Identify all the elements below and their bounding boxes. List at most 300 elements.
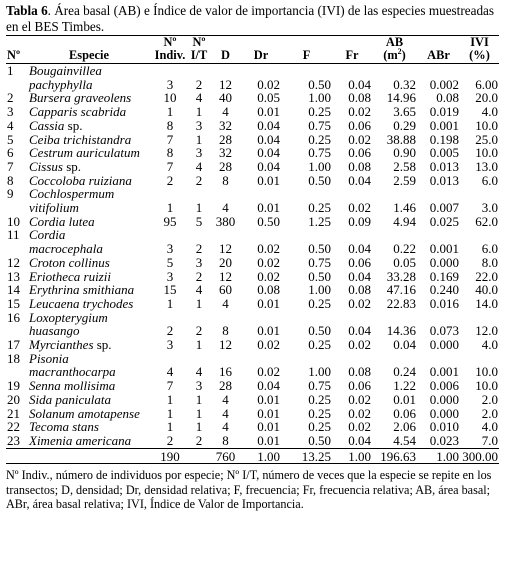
- cell-f: 0.75: [308, 254, 331, 270]
- row-number: 22: [7, 419, 20, 435]
- cell-indiv: 15: [163, 282, 177, 298]
- row-number: 20: [7, 391, 20, 407]
- table-row: [6, 283, 499, 297]
- cell-it: 1: [195, 419, 203, 435]
- cell-it: 1: [195, 337, 203, 353]
- cell-abr: 0.000: [429, 337, 459, 353]
- cell-f: 1.00: [308, 158, 331, 174]
- total-indiv: 190: [152, 448, 188, 464]
- species-name: [26, 133, 152, 147]
- cell-dr: 0.02: [257, 254, 280, 270]
- cell-ab: 2.58: [393, 158, 416, 174]
- cell-it: 2: [195, 241, 203, 257]
- cell-d: 4: [222, 104, 229, 120]
- col-header-dr: Dr: [241, 36, 281, 64]
- species-name: [26, 146, 152, 160]
- cell-dr: 0.01: [257, 172, 280, 188]
- cell-ab: 0.01: [393, 391, 416, 407]
- cell-dr: 0.04: [257, 131, 280, 147]
- cell-indiv: 3: [166, 337, 174, 353]
- table-row: [6, 146, 499, 160]
- cell-fr: 0.02: [348, 131, 371, 147]
- cell-indiv: 4: [166, 364, 174, 380]
- cell-it: 3: [195, 145, 203, 161]
- cell-it: 4: [195, 90, 203, 106]
- cell-d: 28: [219, 158, 232, 174]
- total-it: [188, 448, 210, 464]
- cell-f: 1.25: [308, 213, 331, 229]
- species-genus: Eriotheca ruizii: [29, 268, 111, 284]
- species-table: [6, 35, 499, 464]
- cell-abr: 0.010: [429, 419, 459, 435]
- col-header-f: F: [281, 36, 332, 64]
- cell-abr: 0.001: [429, 117, 459, 133]
- cell-d: 8: [222, 432, 229, 448]
- row-number: 5: [7, 131, 14, 147]
- species-genus: Loxopterygium: [29, 309, 108, 325]
- cell-fr: 0.04: [348, 323, 371, 339]
- cell-f: 0.75: [308, 145, 331, 161]
- cell-ivi: 10.0: [475, 145, 498, 161]
- col-header-fr: Fr: [332, 36, 372, 64]
- species-genus: Tecoma stans: [29, 419, 99, 435]
- cell-indiv: 2: [166, 432, 174, 448]
- cell-indiv: 1: [166, 405, 174, 421]
- row-number: 9: [7, 186, 14, 202]
- species-genus: Coccoloba ruiziana: [29, 172, 132, 188]
- total-f: 13.25: [281, 448, 332, 464]
- cell-ivi: 2.0: [481, 391, 498, 407]
- cell-f: 0.50: [308, 268, 331, 284]
- cell-d: 12: [219, 337, 232, 353]
- cell-it: 2: [195, 432, 203, 448]
- row-number: 16: [7, 309, 20, 325]
- species-genus: Solanum amotapense: [29, 405, 140, 421]
- cell-ab: 0.05: [393, 254, 416, 270]
- cell-f: 0.25: [308, 391, 331, 407]
- species-name: [26, 228, 152, 255]
- cell-abr: 0.000: [429, 391, 459, 407]
- species-genus: Myrcianthes: [29, 337, 94, 353]
- cell-dr: 0.04: [257, 145, 280, 161]
- table-row: [6, 270, 499, 284]
- cell-d: 28: [219, 131, 232, 147]
- species-name: [26, 434, 152, 448]
- cell-fr: 0.04: [348, 432, 371, 448]
- cell-f: 1.00: [308, 90, 331, 106]
- cell-d: 12: [219, 76, 232, 92]
- cell-dr: 0.02: [257, 337, 280, 353]
- species-genus: Sida paniculata: [29, 391, 111, 407]
- cell-dr: 0.02: [257, 364, 280, 380]
- cell-ivi: 10.0: [475, 117, 498, 133]
- species-name: [26, 64, 152, 92]
- cell-fr: 0.08: [348, 282, 371, 298]
- species-genus: Ximenia americana: [29, 432, 132, 448]
- cell-ivi: 22.0: [475, 268, 498, 284]
- row-number: 2: [7, 90, 14, 106]
- cell-dr: 0.01: [257, 295, 280, 311]
- cell-f: 0.50: [308, 432, 331, 448]
- cell-fr: 0.08: [348, 158, 371, 174]
- cell-d: 8: [222, 172, 229, 188]
- cell-abr: 0.007: [429, 200, 459, 216]
- row-number: 13: [7, 268, 20, 284]
- cell-it: 2: [195, 268, 203, 284]
- cell-f: 0.75: [308, 117, 331, 133]
- cell-ivi: 14.0: [475, 295, 498, 311]
- table-row: [6, 379, 499, 393]
- cell-ab: 38.88: [386, 131, 416, 147]
- species-name: [26, 187, 152, 214]
- species-name: [26, 105, 152, 119]
- row-number: 6: [7, 145, 14, 161]
- cell-d: 40: [219, 90, 232, 106]
- cell-ivi: 10.0: [475, 378, 498, 394]
- cell-indiv: 8: [166, 145, 174, 161]
- cell-ab: 0.90: [393, 145, 416, 161]
- species-genus: Croton collinus: [29, 254, 110, 270]
- species-genus: Bougainvillea: [29, 63, 102, 78]
- table-row: [6, 256, 499, 270]
- table-row: [6, 133, 499, 147]
- cell-indiv: 1: [166, 200, 174, 216]
- species-genus: Cestrum auriculatum: [29, 145, 140, 161]
- cell-fr: 0.08: [348, 364, 371, 380]
- cell-d: 380: [215, 213, 236, 229]
- cell-dr: 0.01: [257, 200, 280, 216]
- row-number: 18: [7, 350, 20, 366]
- cell-ab: 3.65: [393, 104, 416, 120]
- cell-f: 0.50: [308, 172, 331, 188]
- cell-fr: 0.06: [348, 254, 371, 270]
- total-d: 760: [210, 448, 241, 464]
- cell-abr: 0.198: [429, 131, 459, 147]
- cell-dr: 0.01: [257, 405, 280, 421]
- row-number: 1: [7, 63, 14, 78]
- cell-dr: 0.50: [257, 213, 280, 229]
- cell-d: 20: [219, 254, 232, 270]
- row-number: 8: [7, 172, 14, 188]
- species-genus: Senna mollisima: [29, 378, 116, 394]
- cell-abr: 0.073: [429, 323, 459, 339]
- cell-ivi: 4.0: [481, 104, 498, 120]
- species-epithet: macranthocarpa: [29, 364, 116, 380]
- cell-ivi: 3.0: [481, 200, 498, 216]
- table-header-row: [6, 36, 499, 64]
- cell-f: 0.75: [308, 378, 331, 394]
- cell-fr: 0.02: [348, 104, 371, 120]
- cell-indiv: 1: [166, 391, 174, 407]
- cell-abr: 0.013: [429, 158, 459, 174]
- row-number: 7: [7, 158, 14, 174]
- cell-ivi: 4.0: [481, 337, 498, 353]
- cell-f: 1.00: [308, 282, 331, 298]
- cell-fr: 0.06: [348, 378, 371, 394]
- cell-f: 0.25: [308, 295, 331, 311]
- cell-fr: 0.06: [348, 117, 371, 133]
- species-name: [26, 379, 152, 393]
- cell-it: 3: [195, 117, 203, 133]
- species-name: [26, 160, 152, 174]
- species-genus: Bursera graveolens: [29, 90, 132, 106]
- cell-f: 0.25: [308, 419, 331, 435]
- cell-fr: 0.04: [348, 268, 371, 284]
- cell-dr: 0.01: [257, 391, 280, 407]
- cell-abr: 0.240: [429, 282, 459, 298]
- table-row: [6, 64, 499, 92]
- cell-abr: 0.005: [429, 145, 459, 161]
- cell-d: 60: [219, 282, 232, 298]
- row-number: 4: [7, 117, 14, 133]
- row-number: 23: [7, 432, 20, 448]
- cell-d: 32: [219, 145, 232, 161]
- cell-f: 0.25: [308, 200, 331, 216]
- cell-d: 4: [222, 419, 229, 435]
- cell-ivi: 13.0: [475, 158, 498, 174]
- cell-it: 1: [195, 405, 203, 421]
- cell-ab: 0.32: [393, 76, 416, 92]
- cell-ivi: 12.0: [475, 323, 498, 339]
- col-header-especie: Especie: [26, 36, 152, 64]
- cell-d: 28: [219, 378, 232, 394]
- cell-indiv: 3: [166, 76, 174, 92]
- cell-indiv: 2: [166, 323, 174, 339]
- species-suffix: sp.: [64, 117, 83, 133]
- species-name: [26, 338, 152, 352]
- col-header-ivi: IVI (%): [460, 36, 499, 64]
- cell-indiv: 7: [166, 378, 174, 394]
- cell-abr: 0.016: [429, 295, 459, 311]
- species-name: [26, 283, 152, 297]
- cell-ivi: 4.0: [481, 419, 498, 435]
- col-header-d: D: [210, 36, 241, 64]
- cell-d: 12: [219, 268, 232, 284]
- cell-it: 3: [195, 254, 203, 270]
- cell-d: 4: [222, 200, 229, 216]
- cell-indiv: 3: [166, 241, 174, 257]
- row-number: 21: [7, 405, 20, 421]
- cell-ivi: 6.0: [481, 241, 498, 257]
- cell-fr: 0.06: [348, 145, 371, 161]
- cell-dr: 0.01: [257, 104, 280, 120]
- cell-ivi: 6.00: [475, 76, 498, 92]
- cell-fr: 0.02: [348, 295, 371, 311]
- row-number: 10: [7, 213, 20, 229]
- cell-ab: 4.94: [393, 213, 416, 229]
- cell-dr: 0.02: [257, 241, 280, 257]
- total-abr: 1.00: [417, 448, 460, 464]
- totals-row: [6, 448, 499, 464]
- total-dr: 1.00: [241, 448, 281, 464]
- cell-it: 2: [195, 323, 203, 339]
- species-name: [26, 174, 152, 188]
- cell-ab: 0.22: [393, 241, 416, 257]
- cell-d: 4: [222, 405, 229, 421]
- cell-it: 4: [195, 364, 203, 380]
- row-number: 3: [7, 104, 14, 120]
- species-name: [26, 91, 152, 105]
- cell-abr: 0.001: [429, 241, 459, 257]
- cell-ab: 1.46: [393, 200, 416, 216]
- cell-ivi: 10.0: [475, 364, 498, 380]
- species-name: [26, 215, 152, 229]
- species-genus: Cissus: [29, 158, 63, 174]
- species-epithet: macrocephala: [29, 241, 103, 257]
- cell-abr: 0.001: [429, 364, 459, 380]
- row-number: 12: [7, 254, 20, 270]
- cell-indiv: 1: [166, 295, 174, 311]
- cell-abr: 0.023: [429, 432, 459, 448]
- cell-ab: 33.28: [386, 268, 416, 284]
- cell-abr: 0.013: [429, 172, 459, 188]
- row-number: 19: [7, 378, 20, 394]
- cell-ab: 14.36: [386, 323, 416, 339]
- cell-ivi: 2.0: [481, 405, 498, 421]
- table-row: [6, 228, 499, 255]
- cell-f: 0.50: [308, 76, 331, 92]
- cell-fr: 0.02: [348, 391, 371, 407]
- table-row: [6, 420, 499, 434]
- cell-fr: 0.02: [348, 337, 371, 353]
- species-genus: Cordia lutea: [29, 213, 95, 229]
- row-number: 14: [7, 282, 20, 298]
- cell-dr: 0.01: [257, 323, 280, 339]
- cell-dr: 0.04: [257, 117, 280, 133]
- cell-indiv: 10: [163, 90, 177, 106]
- table-row: [6, 434, 499, 448]
- row-number: 15: [7, 295, 20, 311]
- table-row: [6, 119, 499, 133]
- cell-f: 0.25: [308, 104, 331, 120]
- cell-ivi: 8.0: [481, 254, 498, 270]
- cell-indiv: 3: [166, 268, 174, 284]
- species-suffix: sp.: [93, 337, 112, 353]
- table-row: [6, 352, 499, 379]
- cell-d: 32: [219, 117, 232, 133]
- cell-dr: 0.05: [257, 90, 280, 106]
- cell-abr: 0.000: [429, 405, 459, 421]
- cell-it: 1: [195, 200, 203, 216]
- cell-ab: 0.04: [393, 337, 416, 353]
- cell-dr: 0.08: [257, 282, 280, 298]
- species-genus: Cassia: [29, 117, 65, 133]
- table-row: [6, 393, 499, 407]
- species-name: [26, 407, 152, 421]
- table-row: [6, 407, 499, 421]
- species-genus: Leucaena trychodes: [29, 295, 134, 311]
- cell-it: 1: [195, 295, 203, 311]
- cell-ivi: 7.0: [481, 432, 498, 448]
- cell-f: 0.25: [308, 337, 331, 353]
- col-header-abr: ABr: [417, 36, 460, 64]
- species-genus: Pisonia: [29, 350, 69, 366]
- species-genus: Cochlospermum: [29, 186, 115, 202]
- cell-ab: 1.22: [393, 378, 416, 394]
- cell-dr: 0.01: [257, 419, 280, 435]
- col-header-ab: AB $(m^2)$: [372, 36, 417, 64]
- caption-label: Tabla 6: [6, 3, 48, 18]
- cell-ivi: 62.0: [475, 213, 498, 229]
- cell-ab: 22.83: [386, 295, 416, 311]
- cell-ivi: 20.0: [475, 90, 498, 106]
- cell-abr: 0.000: [429, 254, 459, 270]
- cell-fr: 0.04: [348, 172, 371, 188]
- cell-it: 5: [195, 213, 203, 229]
- species-genus: Cordia: [29, 227, 66, 243]
- cell-it: 1: [195, 131, 203, 147]
- species-epithet: vitifolium: [29, 200, 79, 216]
- species-name: [26, 352, 152, 379]
- cell-it: 1: [195, 391, 203, 407]
- cell-dr: 0.01: [257, 432, 280, 448]
- cell-fr: 0.09: [348, 213, 371, 229]
- col-header-indiv: Nº Indiv.: [152, 36, 188, 64]
- cell-fr: 0.08: [348, 90, 371, 106]
- cell-f: 0.25: [308, 131, 331, 147]
- cell-abr: 0.002: [429, 76, 459, 92]
- cell-ab: 0.06: [393, 405, 416, 421]
- cell-indiv: 1: [166, 104, 174, 120]
- species-name: [26, 270, 152, 284]
- cell-d: 12: [219, 241, 232, 257]
- species-name: [26, 393, 152, 407]
- total-ab: 196.63: [372, 448, 417, 464]
- cell-it: 2: [195, 172, 203, 188]
- cell-f: 0.50: [308, 323, 331, 339]
- species-suffix: sp.: [62, 158, 82, 174]
- col-header-n: Nº: [6, 36, 26, 64]
- table-row: [6, 187, 499, 214]
- cell-indiv: 5: [166, 254, 174, 270]
- cell-ab: 4.54: [393, 432, 416, 448]
- caption-text: . Área basal (AB) e Índice de valor de importancia (IVI) de las especies muestreadas en el BES Timbes.: [6, 3, 495, 34]
- row-number: 11: [7, 227, 20, 243]
- cell-it: 1: [195, 104, 203, 120]
- cell-fr: 0.04: [348, 241, 371, 257]
- cell-it: 4: [195, 282, 203, 298]
- cell-it: 4: [195, 158, 203, 174]
- cell-d: 16: [219, 364, 232, 380]
- cell-it: 2: [195, 76, 203, 92]
- cell-f: 1.00: [308, 364, 331, 380]
- cell-indiv: 7: [166, 131, 174, 147]
- cell-ab: 2.06: [393, 419, 416, 435]
- cell-f: 0.25: [308, 405, 331, 421]
- cell-indiv: 2: [166, 172, 174, 188]
- species-name: [26, 311, 152, 338]
- cell-fr: 0.02: [348, 405, 371, 421]
- table-body: [6, 64, 499, 449]
- table-row: [6, 297, 499, 311]
- species-name: [26, 256, 152, 270]
- species-name: [26, 297, 152, 311]
- table-row: [6, 91, 499, 105]
- species-epithet: huasango: [29, 323, 80, 339]
- cell-fr: 0.04: [348, 76, 371, 92]
- col-header-it: Nº I/T: [188, 36, 210, 64]
- table-row: [6, 174, 499, 188]
- cell-indiv: 7: [166, 158, 174, 174]
- cell-dr: 0.02: [257, 76, 280, 92]
- table-row: [6, 160, 499, 174]
- cell-it: 3: [195, 378, 203, 394]
- species-name: [26, 119, 152, 133]
- species-name: [26, 420, 152, 434]
- species-genus: Capparis scabrida: [29, 104, 127, 120]
- cell-ivi: 40.0: [475, 282, 498, 298]
- cell-ab: 14.96: [386, 90, 416, 106]
